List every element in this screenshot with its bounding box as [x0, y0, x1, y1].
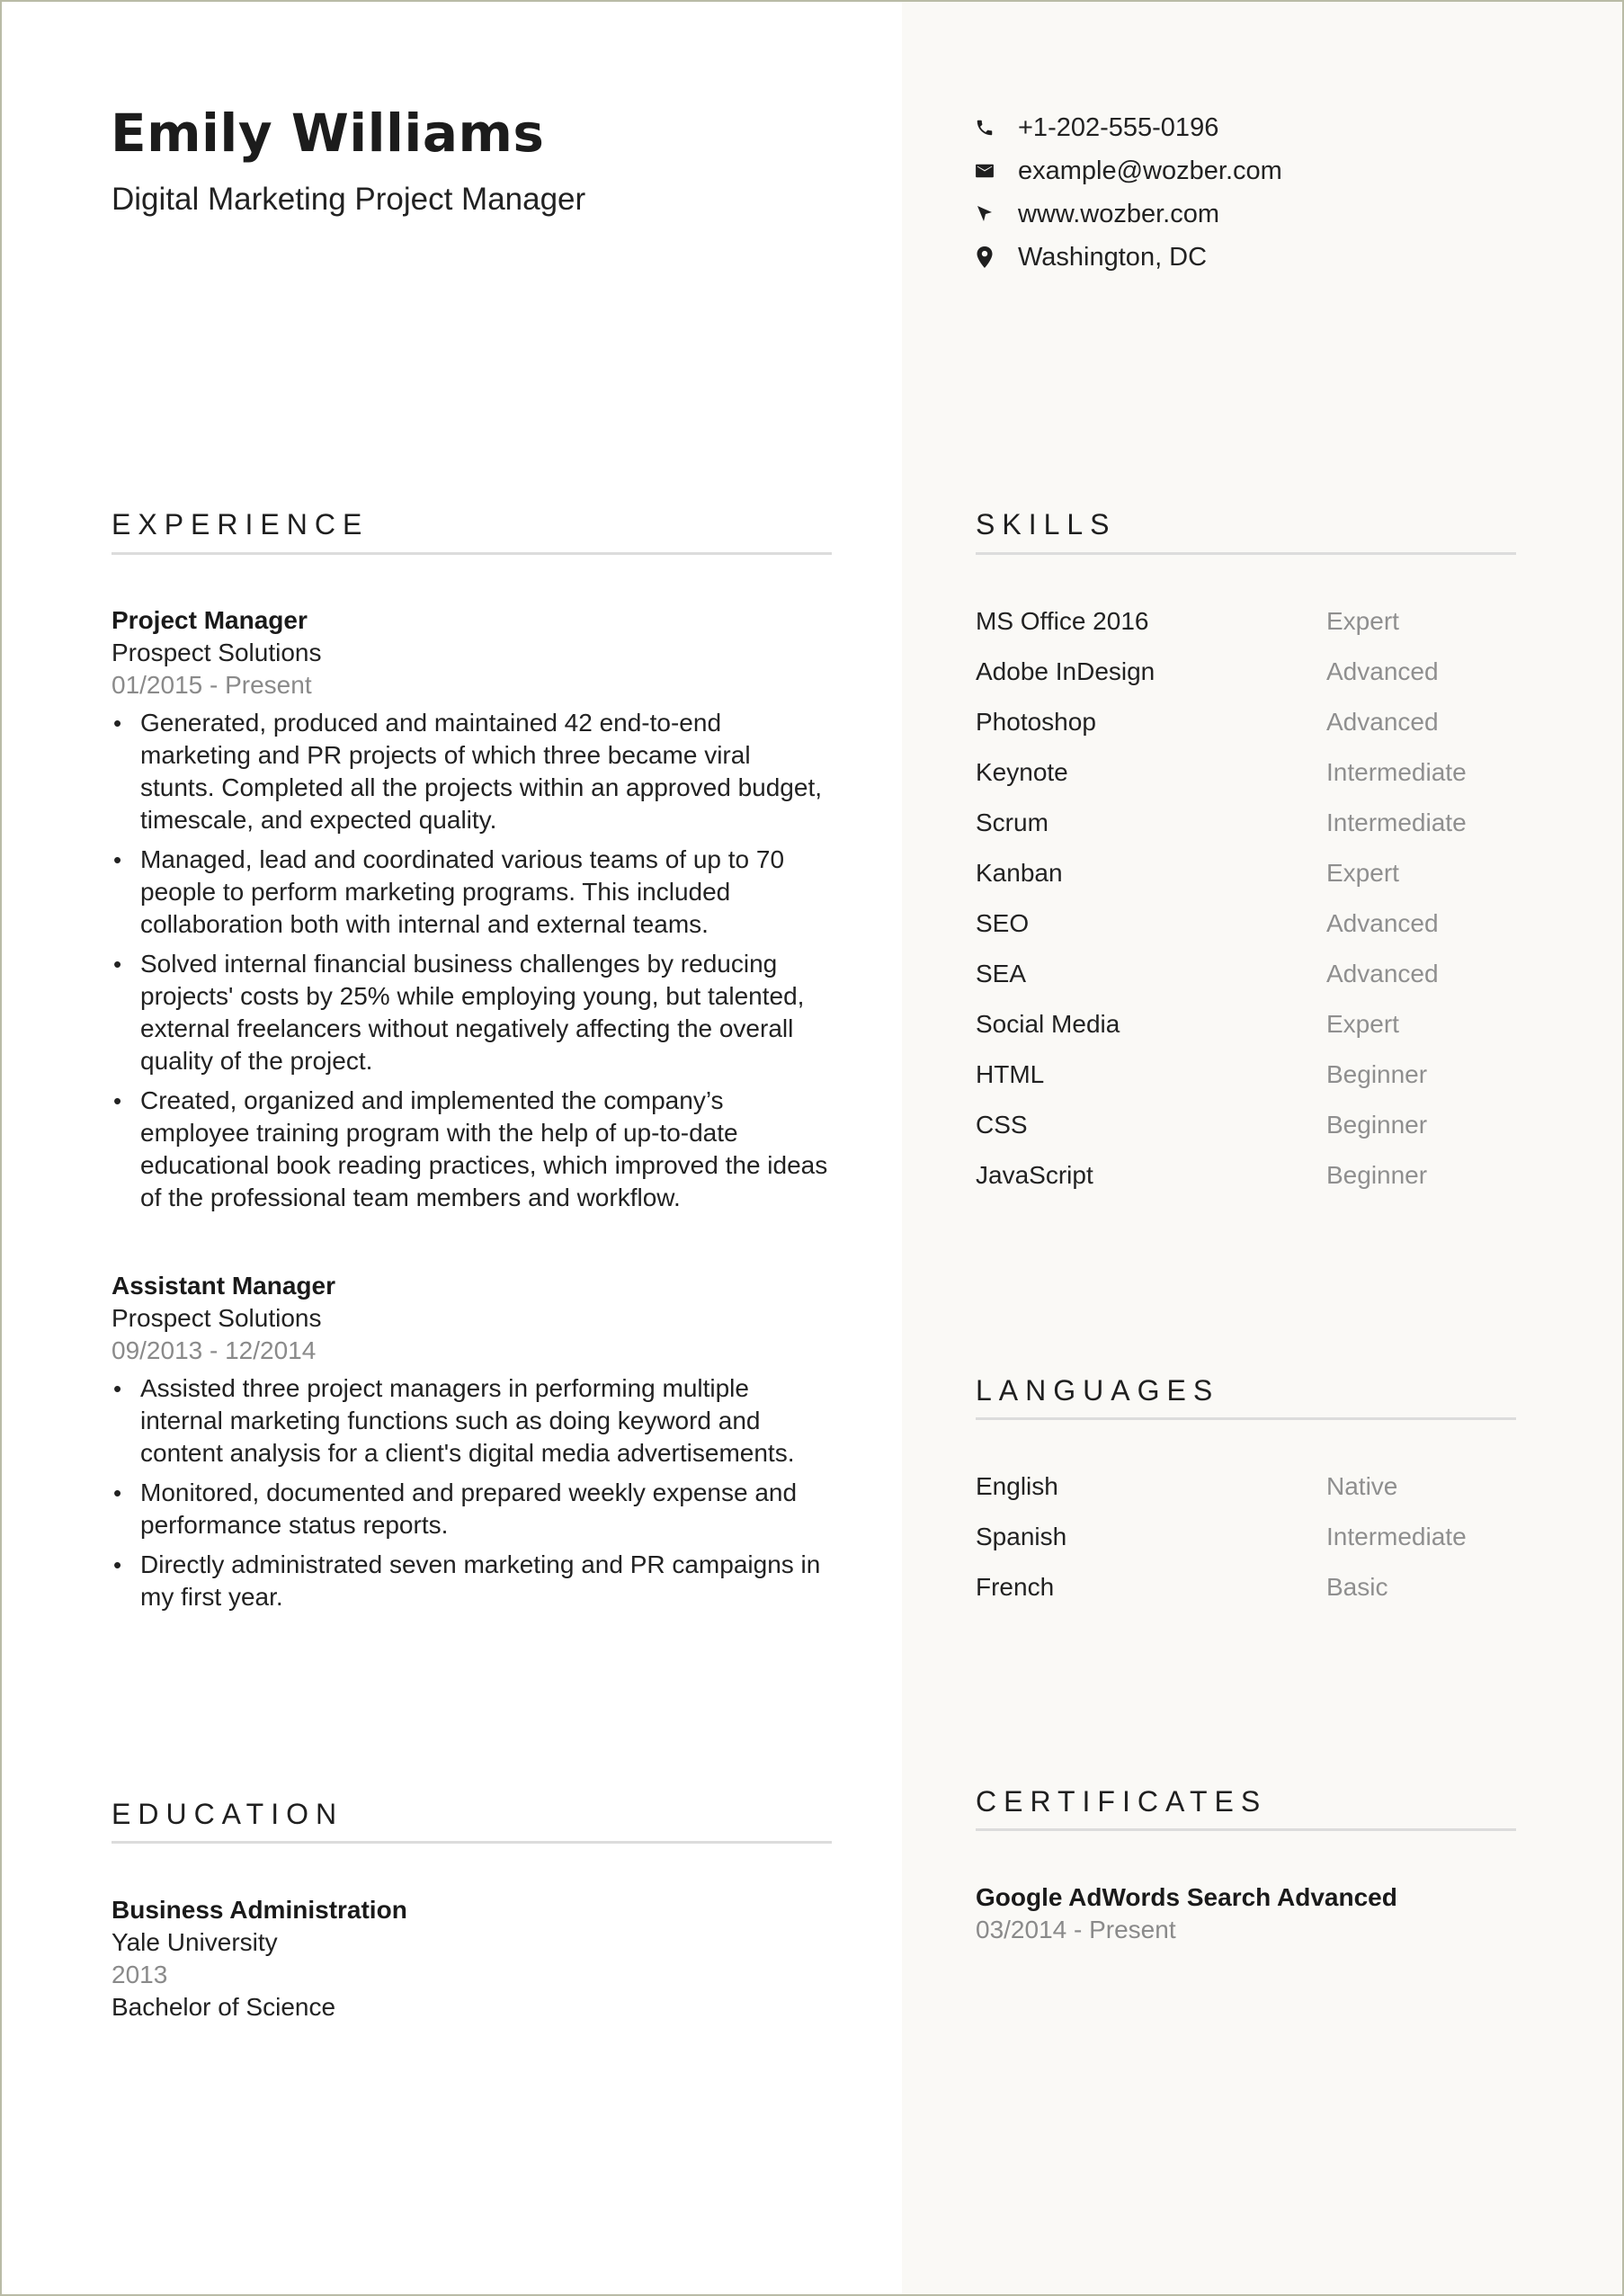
languages-divider: [976, 1417, 1516, 1420]
bullet-item: • Directly administrated seven marketing and PR campaigns in my first year.: [112, 1549, 831, 1613]
skill-row: [976, 898, 1515, 949]
job-title: Project Manager: [112, 606, 308, 634]
experience-divider: [112, 552, 832, 555]
languages-heading: LANGUAGES: [976, 1374, 1220, 1407]
skill-name: MS Office 2016: [976, 607, 1149, 635]
education-type: Bachelor of Science: [112, 1993, 336, 2021]
skills-heading: SKILLS: [976, 508, 1117, 540]
language-row: [976, 1461, 1515, 1512]
skill-name: Social Media: [976, 1010, 1120, 1038]
skill-row: [976, 1050, 1515, 1100]
contact-website: [973, 192, 1219, 236]
job-bullets: [112, 707, 831, 1214]
bullet-item: • Assisted three project managers in performing multiple internal marketing functions such as doing keyword and content analysis for a client's digital media advertisements.: [112, 1372, 831, 1470]
experience-heading: EXPERIENCE: [112, 508, 370, 540]
email-text: example@wozber.com: [1018, 156, 1282, 185]
phone-icon: [973, 114, 996, 141]
skill-level: Advanced: [1326, 708, 1439, 736]
language-name: English: [976, 1472, 1058, 1500]
education-school: Yale University: [112, 1928, 278, 1956]
certificate-name: Google AdWords Search Advanced: [976, 1883, 1397, 1911]
education-degree: Business Administration: [112, 1896, 407, 1924]
skill-row: [976, 697, 1515, 747]
language-name: Spanish: [976, 1523, 1067, 1550]
skill-row: [976, 1150, 1515, 1201]
skill-name: JavaScript: [976, 1161, 1093, 1189]
bullet-item: • Created, organized and implemented the company’s employee training program with the help of up-to-date educational book reading practices, which improved the ideas of the professional team members and workflow.: [112, 1085, 831, 1214]
skill-name: CSS: [976, 1111, 1028, 1139]
education-entry: [112, 1894, 407, 2024]
skill-name: Photoshop: [976, 708, 1096, 736]
skill-level: Expert: [1326, 859, 1399, 887]
skill-level: Advanced: [1326, 909, 1439, 937]
education-heading: EDUCATION: [112, 1798, 344, 1830]
certificates-heading: CERTIFICATES: [976, 1785, 1268, 1818]
job-dates: 01/2015 - Present: [112, 671, 312, 699]
envelope-icon: [973, 157, 996, 184]
skill-row: [976, 848, 1515, 898]
skill-level: Expert: [1326, 1010, 1399, 1038]
bullet-item: • Generated, produced and maintained 42 end-to-end marketing and PR projects of which three became viral stunts. Completed all the projects within an approved budget, timescale, and expected quality.: [112, 707, 831, 836]
phone-text: +1-202-555-0196: [1018, 112, 1219, 142]
skill-level: Expert: [1326, 607, 1399, 635]
job-entry: [112, 1270, 831, 1621]
skill-row: [976, 999, 1515, 1050]
job-title: Assistant Manager: [112, 1272, 335, 1300]
skill-row: [976, 1100, 1515, 1150]
skill-name: Adobe InDesign: [976, 657, 1156, 685]
website-text: www.wozber.com: [1018, 199, 1220, 228]
skill-level: Beginner: [1326, 1060, 1428, 1088]
skill-name: Keynote: [976, 758, 1068, 786]
skill-level: Advanced: [1326, 960, 1439, 987]
language-row: [976, 1562, 1515, 1613]
skill-name: Scrum: [976, 809, 1048, 836]
language-row: [976, 1512, 1515, 1562]
skills-divider: [976, 552, 1516, 555]
job-dates: 09/2013 - 12/2014: [112, 1336, 317, 1364]
skill-row: [976, 949, 1515, 999]
skill-name: Kanban: [976, 859, 1063, 887]
skill-row: [976, 798, 1515, 848]
contact-phone: [973, 106, 1218, 149]
skill-row: [976, 596, 1515, 647]
education-divider: [112, 1841, 832, 1844]
language-level: Native: [1326, 1472, 1398, 1500]
language-name: French: [976, 1573, 1055, 1601]
skill-level: Beginner: [1326, 1111, 1428, 1139]
cursor-icon: [973, 201, 996, 228]
language-level: Intermediate: [1326, 1523, 1467, 1550]
job-bullets: [112, 1372, 831, 1613]
skill-name: HTML: [976, 1060, 1045, 1088]
bullet-item: • Solved internal financial business challenges by reducing projects' costs by 25% while employing young, but talented, external freelancers without negatively affecting the overall quality of the project.: [112, 948, 831, 1077]
skill-level: Intermediate: [1326, 758, 1467, 786]
skills-list: [976, 596, 1515, 1201]
location-text: Washington, DC: [1018, 242, 1208, 272]
job-company: Prospect Solutions: [112, 1304, 322, 1332]
education-year: 2013: [112, 1961, 168, 1988]
bullet-item: • Managed, lead and coordinated various teams of up to 70 people to perform marketing programs. This included collaboration both with internal and external teams.: [112, 844, 831, 941]
certificate-dates: 03/2014 - Present: [976, 1916, 1176, 1943]
job-company: Prospect Solutions: [112, 639, 322, 666]
skill-row: [976, 647, 1515, 697]
contact-email: [973, 149, 1282, 192]
map-pin-icon: [973, 244, 996, 271]
skill-name: SEA: [976, 960, 1027, 987]
language-level: Basic: [1326, 1573, 1388, 1601]
skill-level: Beginner: [1326, 1161, 1428, 1189]
skill-name: SEO: [976, 909, 1030, 937]
job-entry: [112, 604, 831, 1221]
skill-row: [976, 747, 1515, 798]
certificate-entry: [976, 1881, 1397, 1946]
certificates-divider: [976, 1828, 1516, 1831]
skill-level: Intermediate: [1326, 809, 1467, 836]
skill-level: Advanced: [1326, 657, 1439, 685]
candidate-name: Emily Williams: [111, 103, 545, 164]
languages-list: [976, 1461, 1515, 1613]
contact-location: [973, 236, 1207, 279]
bullet-item: • Monitored, documented and prepared weekly expense and performance status reports.: [112, 1477, 831, 1541]
candidate-title: Digital Marketing Project Manager: [112, 182, 586, 217]
